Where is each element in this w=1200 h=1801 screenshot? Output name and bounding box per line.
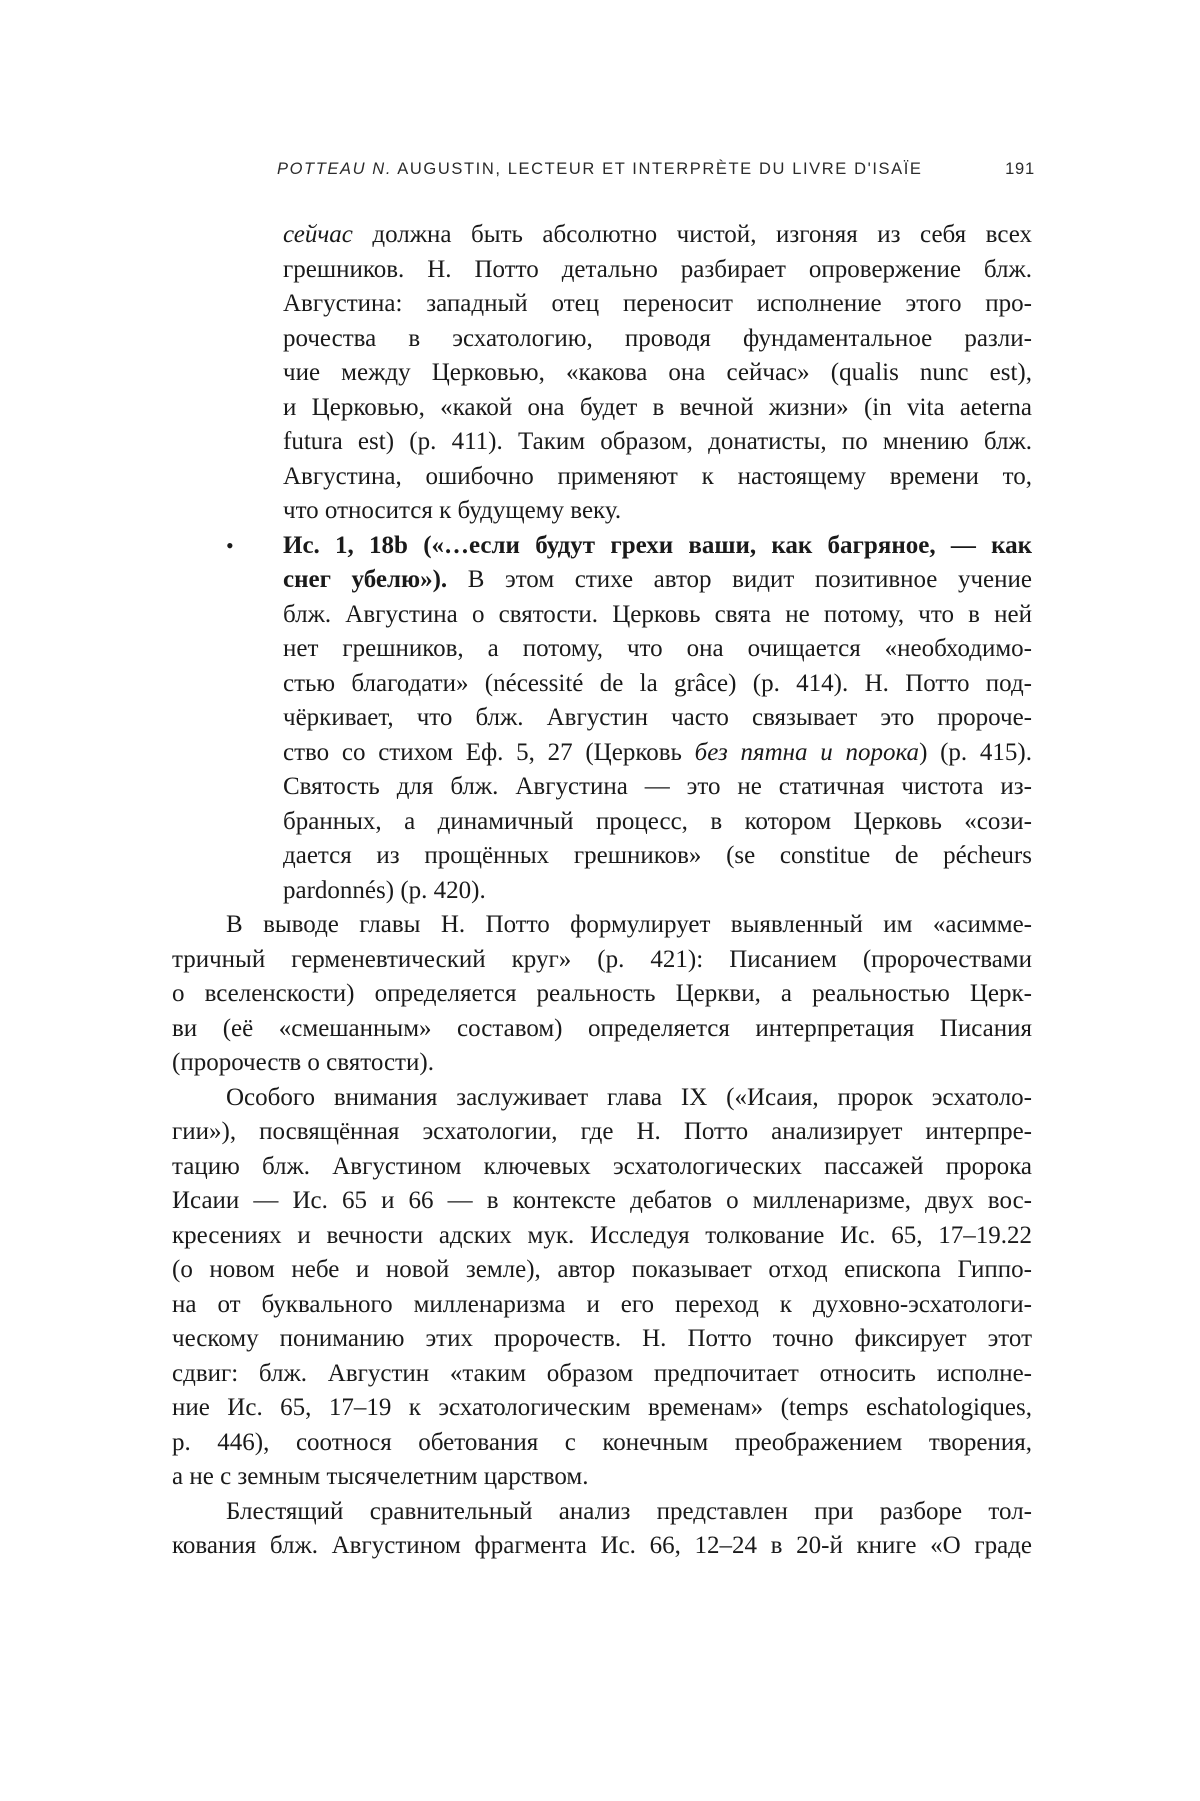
text-line: дается из прощённых грешников» (se constitue de pécheurs [283, 842, 1032, 869]
text-line: Особого внимания заслуживает глава IX («Исаия, пророк эсхатоло- [226, 1083, 1032, 1111]
text-line: Блестящий сравнительный анализ представлен при разборе тол- [226, 1497, 1032, 1525]
text-line: нет грешников, а потому, что она очищается «необходимо- [283, 635, 1032, 662]
text-line: pardonnés) (p. 420). [283, 876, 486, 904]
text-line: сейчас должна быть абсолютно чистой, изгоняя из себя всех [283, 221, 1032, 248]
text-line: гии»), посвящённая эсхатологии, где Н. Потто анализирует интерпре- [172, 1118, 1032, 1145]
running-head [277, 160, 1035, 184]
text-line: блж. Августина о святости. Церковь свята не потому, что в ней [283, 600, 1032, 628]
text-line: Ис. 1, 18b («…если будут грехи ваши, как багряное, — как [283, 531, 1032, 559]
text-line: ство со стихом Еф. 5, 27 (Церковь без пятна и порока) (p. 415). [283, 738, 1032, 766]
text-line: чие между Церковью, «какова она сейчас» (qualis nunc est), [283, 359, 1032, 386]
list-item [172, 529, 1032, 909]
text-line: рочества в эсхатологию, проводя фундаментальное разли- [283, 324, 1032, 352]
text-line: ви (её «смешанным» составом) определяется интерпретация Писания [172, 1014, 1032, 1042]
text-line: а не с земным тысячелетним царством. [172, 1463, 589, 1490]
paragraph [172, 1495, 1032, 1564]
text-line: futura est) (p. 411). Таким образом, донатисты, по мнению блж. [283, 428, 1032, 455]
text-line: и Церковью, «какой она будет в вечной жизни» (in vita aeterna [283, 393, 1032, 421]
text-line: Августина, ошибочно применяют к настоящему времени то, [283, 462, 1032, 490]
paragraph [172, 908, 1032, 1081]
text-line: Исаии — Ис. 65 и 66 — в контексте дебатов о милленаризме, двух вос- [172, 1187, 1032, 1214]
text-line: В выводе главы Н. Потто формулирует выявленный им «асимме- [226, 911, 1032, 938]
list-item-continuation [172, 218, 1032, 529]
text-line: кования блж. Августином фрагмента Ис. 66, 12–24 в 20-й книге «О граде [172, 1532, 1032, 1559]
text-line: тричный герменевтический круг» (p. 421): Писанием (пророчествами [172, 945, 1032, 973]
text-line: кресениях и вечности адских мук. Исследуя толкование Ис. 65, 17–19.22 [172, 1221, 1032, 1249]
text-line: грешников. Н. Потто детально разбирает опровержение блж. [283, 255, 1032, 283]
text-line: (пророчеств о святости). [172, 1049, 434, 1076]
text-line: сдвиг: блж. Августин «таким образом предпочитает относить исполне- [172, 1359, 1032, 1387]
text-line: о вселенскости) определяется реальность Церкви, а реальностью Церк- [172, 980, 1032, 1007]
text-line: чёркивает, что блж. Августин часто связывает это пророче- [283, 704, 1032, 731]
text-line: Августина: западный отец переносит исполнение этого про- [283, 290, 1032, 317]
text-line: снег убелю»). В этом стихе автор видит позитивное учение [283, 566, 1032, 593]
text-line: что относится к будущему веку. [283, 497, 622, 524]
text-line: ческому пониманию этих пророчеств. Н. Потто точно фиксирует этот [172, 1325, 1032, 1352]
page-number: 191 [1005, 160, 1035, 178]
text-line: стью благодати» (nécessité de la grâce) (p. 414). Н. Потто под- [283, 669, 1032, 697]
text-line: на от буквального милленаризма и его переход к духовно-эсхатологи- [172, 1290, 1032, 1318]
running-title-text: AUGUSTIN, LECTEUR ET INTERPRÈTE DU LIVRE D'ISAÏE [392, 160, 923, 178]
text-line: (о новом небе и новой земле), автор показывает отход епископа Гиппо- [172, 1256, 1032, 1283]
paragraph [172, 1081, 1032, 1495]
text-line: тацию блж. Августином ключевых эсхатологических пассажей пророка [172, 1152, 1032, 1180]
running-title [277, 160, 923, 179]
text-line: Святость для блж. Августина — это не статичная чистота из- [283, 773, 1032, 800]
text-line: p. 446), соотнося обетования с конечным преображением творения, [172, 1428, 1032, 1456]
running-title-author: POTTEAU N. [277, 160, 393, 178]
text-line: бранных, а динамичный процесс, в котором Церковь «сози- [283, 807, 1032, 835]
body-text [172, 218, 1032, 1564]
text-line: ние Ис. 65, 17–19 к эсхатологическим временам» (temps eschatologiques, [172, 1394, 1032, 1421]
bullet-icon: • [226, 532, 234, 558]
